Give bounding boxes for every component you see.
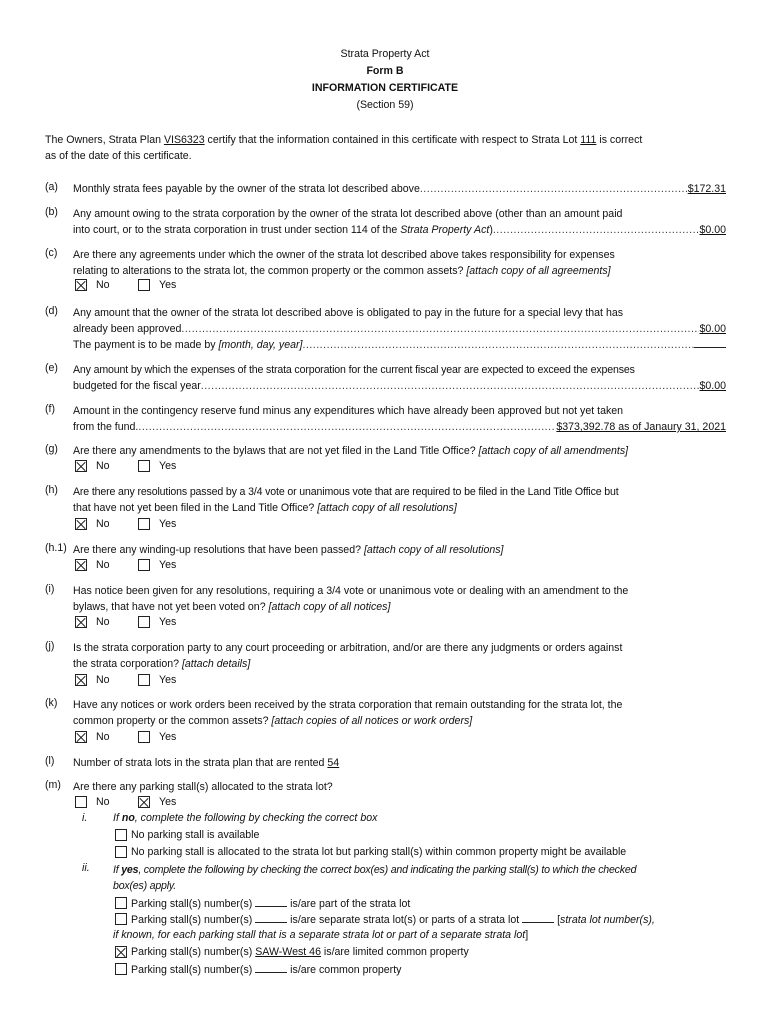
item-l-label: (l) — [45, 755, 55, 767]
intro-text-1: The Owners, Strata Plan — [45, 134, 164, 146]
item-m-i-instruction: If no, complete the following by checking the correct box — [113, 812, 378, 824]
item-m-ii-label: ii. — [82, 862, 90, 874]
item-m-ii-instruction: If yes, complete the following by checking the correct box(es) and indicating the parking stall(s) to which the checked box(es) apply. — [113, 864, 637, 892]
item-f — [73, 403, 726, 435]
item-g-line1: Are there any amendments to the bylaws that are not yet filed in the Land Title Office? [attach copy of all amendments] — [73, 445, 629, 457]
intro-text-4: as of the date of this certificate. — [45, 150, 192, 162]
item-c-no-checkbox[interactable]: No — [75, 279, 110, 291]
item-h-no-checkbox[interactable]: No — [75, 518, 110, 530]
item-d-line2: already been approved — [73, 323, 182, 335]
item-g — [73, 443, 726, 459]
item-k-no-checkbox[interactable]: No — [75, 731, 110, 743]
item-h1-no-checkbox[interactable]: No — [75, 559, 110, 571]
item-k — [73, 697, 726, 729]
item-d — [73, 305, 726, 353]
item-k-line2: common property or the common assets? [attach copies of all notices or work orders] — [73, 715, 473, 727]
section-ref: (Section 59) — [356, 99, 414, 111]
intro-paragraph — [45, 132, 726, 164]
item-c-line2: relating to alterations to the strata lot, the common property or the common assets? [attach copy of all agreements] — [73, 265, 611, 277]
item-m-yes-checkbox[interactable]: Yes — [138, 796, 176, 808]
monthly-fees-value: $172.31 — [687, 183, 726, 195]
item-e-label: (e) — [45, 362, 58, 374]
item-j-no-checkbox[interactable]: No — [75, 674, 110, 686]
item-c-line1: Are there any agreements under which the owner of the strata lot described above takes responsibility for expenses — [73, 249, 615, 261]
item-m-no-checkbox[interactable]: No — [75, 796, 110, 808]
limited-common-stall-number: SAW-West 46 — [255, 946, 321, 958]
item-i-no-checkbox[interactable]: No — [75, 616, 110, 628]
item-h-yes-checkbox[interactable]: Yes — [138, 518, 176, 530]
item-f-line1: Amount in the contingency reserve fund minus any expenditures which have already been approved but not yet taken — [73, 405, 624, 417]
item-j — [73, 640, 726, 672]
intro-text-3: is correct — [596, 134, 643, 146]
item-j-label: (j) — [45, 640, 55, 652]
form-name: Form B — [366, 65, 404, 77]
item-b-line1: Any amount owing to the strata corporation by the owner of the strata lot described above (other than an amount paid — [73, 208, 623, 220]
no-stall-available-checkbox[interactable]: No parking stall is available — [115, 829, 259, 841]
item-h-line1: Are there any resolutions passed by a 3/4 vote or unanimous vote that are required to be filed in the Land Title Office but — [73, 486, 619, 498]
item-k-label: (k) — [45, 697, 58, 709]
item-k-yes-checkbox[interactable]: Yes — [138, 731, 176, 743]
item-f-label: (f) — [45, 403, 55, 415]
item-i-line2: bylaws, that have not yet been voted on? [attach copy of all notices] — [73, 601, 391, 613]
item-h1 — [73, 542, 726, 558]
rented-lots-count: 54 — [327, 757, 340, 769]
item-c-label: (c) — [45, 247, 58, 259]
contingency-fund-value: $373,392.78 as of Janaury 31, 2021 — [556, 421, 726, 433]
item-a — [73, 181, 726, 197]
item-e — [73, 362, 726, 394]
item-l-text: Number of strata lots in the strata plan that are rented — [73, 757, 328, 769]
payment-date-blank[interactable] — [694, 337, 726, 348]
strata-lot-number: 111 — [580, 134, 597, 146]
expenses-exceed-value: $0.00 — [699, 380, 726, 392]
item-d-label: (d) — [45, 305, 58, 317]
item-h1-yes-checkbox[interactable]: Yes — [138, 559, 176, 571]
item-e-line2: budgeted for the fiscal year — [73, 380, 201, 392]
no-stall-allocated-checkbox[interactable]: No parking stall is allocated to the strata lot but parking stall(s) within common property might be available — [115, 846, 626, 858]
item-j-line2: the strata corporation? [attach details] — [73, 658, 251, 670]
item-m-i-label: i. — [82, 812, 88, 824]
special-levy-value: $0.00 — [699, 323, 726, 335]
item-d-line3: The payment is to be made by [month, day, year] — [73, 339, 303, 351]
stall-separate-lot-checkbox[interactable]: Parking stall(s) number(s) is/are separate strata lot(s) or parts of a strata lot [strata lot number(s), — [115, 912, 655, 926]
item-e-line1: Any amount by which the expenses of the strata corporation for the current fiscal year are expected to exceed the expenses — [73, 364, 635, 376]
item-c — [73, 247, 726, 279]
amount-owing-value: $0.00 — [699, 224, 726, 236]
item-l — [73, 755, 726, 771]
item-k-line1: Have any notices or work orders been received by the strata corporation that remain outstanding for the strata lot, the — [73, 699, 623, 711]
item-a-text: Monthly strata fees payable by the owner of the strata lot described above — [73, 183, 420, 195]
item-g-label: (g) — [45, 443, 58, 455]
act-name: Strata Property Act — [340, 48, 430, 60]
item-i-label: (i) — [45, 583, 55, 595]
item-i-yes-checkbox[interactable]: Yes — [138, 616, 176, 628]
item-h1-line1: Are there any winding-up resolutions that have been passed? [attach copy of all resolutions] — [73, 544, 504, 556]
item-h1-label: (h.1) — [45, 542, 67, 554]
item-m-text: Are there any parking stall(s) allocated to the strata lot? — [73, 781, 333, 793]
item-j-yes-checkbox[interactable]: Yes — [138, 674, 176, 686]
page-title: INFORMATION CERTIFICATE — [311, 82, 459, 94]
item-c-yes-checkbox[interactable]: Yes — [138, 279, 176, 291]
stall-part-of-lot-checkbox[interactable]: Parking stall(s) number(s) is/are part of the strata lot — [115, 896, 410, 910]
item-i — [73, 583, 726, 615]
item-h-label: (h) — [45, 484, 58, 496]
item-i-line1: Has notice been given for any resolutions, requiring a 3/4 vote or unanimous vote or dealing with an amendment to the — [73, 585, 629, 597]
item-b-line2: into court, or to the strata corporation in trust under section 114 of the Strata Property Act) — [73, 224, 493, 236]
strata-plan-number: VIS6323 — [163, 134, 205, 146]
item-g-no-checkbox[interactable]: No — [75, 460, 110, 472]
item-m-label: (m) — [45, 779, 61, 791]
item-a-label: (a) — [45, 181, 58, 193]
item-f-line2: from the fund. — [73, 421, 139, 433]
stall-separate-lot-note: if known, for each parking stall that is a separate strata lot or part of a separate strata lot] — [113, 929, 529, 941]
stall-common-property-checkbox[interactable]: Parking stall(s) number(s) is/are common property — [115, 962, 401, 976]
item-h-line2: that have not yet been filed in the Land Title Office? [attach copy of all resolutions] — [73, 502, 457, 514]
item-b-label: (b) — [45, 206, 58, 218]
item-b — [73, 206, 726, 238]
item-h — [73, 484, 726, 516]
item-d-line1: Any amount that the owner of the strata lot described above is obligated to pay in the future for a special levy that has — [73, 307, 624, 319]
item-g-yes-checkbox[interactable]: Yes — [138, 460, 176, 472]
stall-limited-common-checkbox[interactable]: Parking stall(s) number(s) SAW-West 46 is/are limited common property — [115, 946, 469, 958]
item-j-line1: Is the strata corporation party to any court proceeding or arbitration, and/or are there any judgments or orders against — [73, 642, 623, 654]
intro-text-2: certify that the information contained in this certificate with respect to Strata Lot — [204, 134, 581, 146]
